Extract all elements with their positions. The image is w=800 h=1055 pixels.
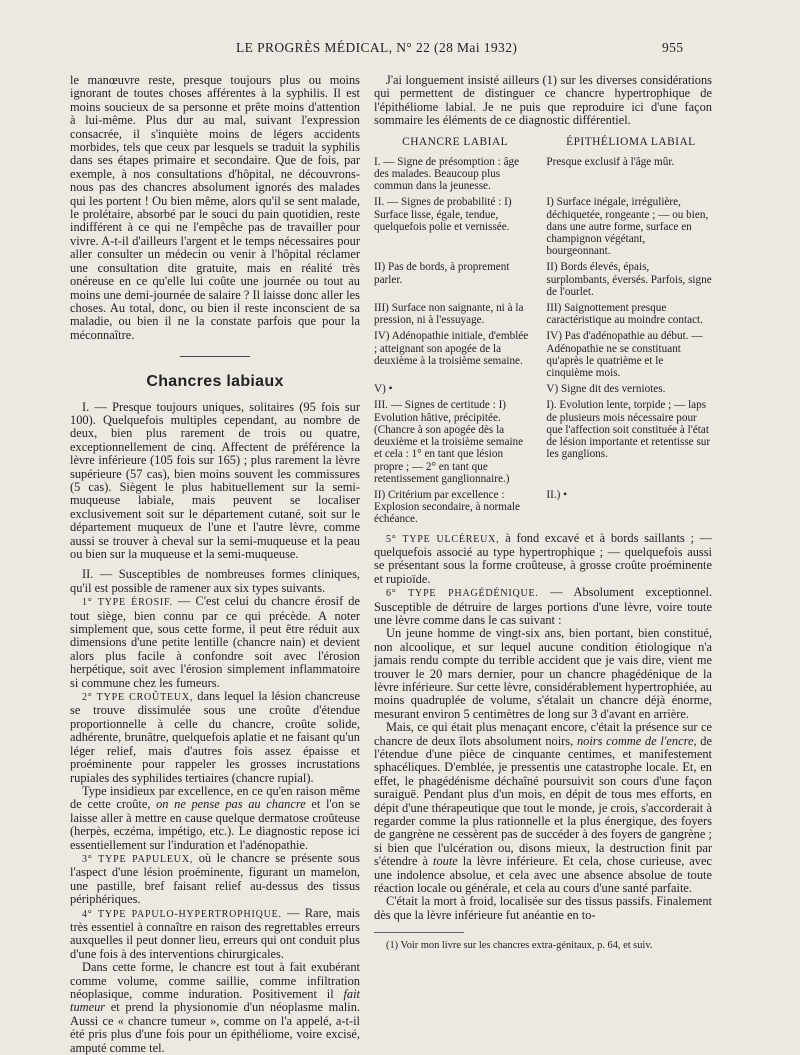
left-column <box>70 74 360 1055</box>
paragraph-II: II. — Susceptibles de nombreuses formes cliniques, qu'il est possible de ramener aux six types suivants. <box>70 567 360 595</box>
type-6-label: 6° TYPE PHAGÉDÉNIQUE. <box>386 588 539 600</box>
footnote: (1) Voir mon livre sur les chancres extra-génitaux, p. 64, et suiv. <box>386 940 653 952</box>
right-column <box>374 74 712 953</box>
comparison-row: II. — Signes de probabilité : I) Surface lisse, égale, tendue, quelquefois polie et vernissée. I) Surface inégale, irrégulière, déchiquetée, rongeante ; — ou bien, dans une autre forme, surface en champignon végétant, bourgeonnant. <box>374 196 709 258</box>
comparison-row: II) Pas de bords, à proprement parler. II) Bords élevés, épais, surplombants, éversés. Parfois, signe de l'ourlet. <box>374 261 712 298</box>
type-4-text: — Rare, mais très essentiel à connaître en raison des regrettables erreurs auxquelles il peut donner lieu, erreurs qui ont conduit plus d'une fois à des interventions chirurgicales. <box>70 905 360 961</box>
type-1-paragraph <box>70 595 360 690</box>
type-1-label: 1° TYPE ÉROSIF. <box>82 597 173 609</box>
type-6-text: — Absolument exceptionnel. Susceptible de détruire de larges portions d'une lèvre, voire toute une lèvre comme dans le cas suivant : <box>374 585 712 627</box>
type-1-text: — C'est celui du chancre érosif de tout siège, bien connu par ce qui précède. A noter simplement que, sous cette forme, il peut être réduit aux dimensions d'une petite lentille (chancre nain) et devient alors plus facile à confondre soit avec l'érosion herpétique, soit avec l'érosion simplement inflammatoire si commune chez les fumeurs. <box>70 594 360 690</box>
type-2-paragraph <box>70 690 360 785</box>
case-paragraph-2: Mais, ce qui était plus menaçant encore, c'était la présence sur ce chancre de deux îlots absolument noirs, noirs comme de l'encre, de l'étendue d'une pièce de cinquante centimes, et manifestement sphacéliques. D'emblée, je pressentis une catastrophe locale. Et, en effet, le phagédénisme déchaîné poursuivit son cours d'une façon suraiguë. Pendant plus d'un mois, en dépit de tous mes efforts, en dépit d'une thérapeutique que tout le monde, je crois, s'accorderait à regarder comme la plus rationnelle et la plus énergique, des foyers de gangrène ne cessèrent pas de succéder à des foyers de gangrène ; si bien que l'ulcération ou, disons mieux, la destruction finit par s'étendre à toute la lèvre inférieure. Et cela, chose curieuse, avec une indolence absolue, et cela avec une absence absolue de toute réaction locale ou générale, et cela au cours d'une santé parfaite. <box>374 720 713 896</box>
section-title: Chancres labiaux <box>146 373 284 391</box>
type-3-text: où le chancre se présente sous l'aspect d'une lésion proéminente, figurant un mamelon, une pastille, bref faisant relief au-dessus des tissus périphériques. <box>70 850 360 907</box>
case-paragraph-1: Un jeune homme de vingt-six ans, bien portant, bien constitué, non alcoolique, et sur lequel aucune condition étiologique n'a jamais rendu compte du terrible accident que je vais dire, vient me trouver le 20 mars dernier, pour un chancre phagédénique de la lèvre inférieure. Sur cette lèvre, considérablement hypertrophiée, au moins quadruplée de volume, s'étalait un chancre déjà énorme, mesurant environ 5 centimètres de long sur 3 d'avant en arrière. <box>374 626 712 721</box>
comparison-row: III. — Signes de certitude : I) Evolution hâtive, précipitée. (Chancre à son apogée dès la deuxième et la troisième semaine et cela : 1° en tant que lésion propre ; — 2° en tant que retentissement ganglionnaire.) I). Evolution lente, torpide ; — laps de plusieurs mois nécessaire pour que l'affection soit constituée à l'état de lésion importante et retentisse sur les ganglions. <box>374 399 711 485</box>
type-3-paragraph <box>70 852 360 907</box>
case-paragraph-3: C'était la mort à froid, localisée sur des tissus passifs. Finalement dès que la lèvre inférieure fut anéantie en to- <box>374 894 712 922</box>
page-number: 955 <box>662 40 684 55</box>
comparison-row: IV) Adénopathie initiale, d'emblée ; atteignant son apogée de la deuxième à la troisième semaine. IV) Pas d'adénopathie au début. — Adénopathie ne se constituant qu'après le quatrième et le cinquième mois. <box>374 330 703 380</box>
type-2-text: dans lequel la lésion chancreuse se trouve dissimulée sous une croûte d'étendue proportionnelle à celle du chancre, croûte solide, adhérente, brunâtre, quelquefois aplatie et ne faisant qu'un léger relief, mais d'autres fois assez épaisse et proéminente pour rappeler les grosses incrustations rupiales des syphilides tertiaires (chancre rupial). <box>70 689 360 785</box>
type-3-label: 3° TYPE PAPULEUX, <box>82 853 194 865</box>
type-5-label: 5° TYPE ULCÉREUX, <box>386 533 500 545</box>
type-6-paragraph <box>374 586 712 627</box>
comparison-head-left: CHANCRE LABIAL <box>402 135 509 148</box>
type-5-paragraph <box>374 532 712 587</box>
type-5-text: à fond excavé et à bords saillants ; — quelquefois associé au type hypertrophique ; — quelquefois aussi se présentant sous la forme croûteuse, à grosse croûte proéminente et rupioïde. <box>374 530 712 586</box>
type-2-label: 2° TYPE CROÛTEUX, <box>82 692 194 704</box>
footnote-divider <box>374 932 464 933</box>
type-4-paragraph-b: Dans cette forme, le chancre est tout à fait exubérant comme volume, comme saillie, comme infiltration néoplasique, comme induration. Positivement il fait tumeur et prend la physionomie d'un néoplasme malin. Aussi ce « chancre tumeur », comme on l'a appelé, a-t-il été pris plus d'une fois pour un épithéliome, voire excisé, amputé comme tel. <box>70 960 360 1055</box>
running-header <box>0 38 800 58</box>
comparison-row: III) Surface non saignante, ni à la pression, ni à l'essuyage. III) Saignottement presque caractéristique au moindre contact. <box>374 302 703 327</box>
comparison-row: I. — Signe de présomption : âge des malades. Beaucoup plus commun dans la jeunesse. Presque exclusif à l'âge mûr. <box>374 155 675 193</box>
comparison-head-right: ÉPITHÉLIOMA LABIAL <box>566 135 696 148</box>
comparison-row: V) • V) Signe dit des verniotes. <box>374 383 666 396</box>
paragraph-I: I. — Presque toujours uniques, solitaires (95 fois sur 100). Quelquefois multiples cependant, au nombre de deux, bien plus rarement de trois ou quatre, exceptionnellement de cinq. Affectent de préférence la lèvre inférieure (105 fois sur 165) ; plus rarement la lèvre supérieure (57 cas), bien moins souvent les commissures (5 cas). Siègent le plus habituellement sur la semi-muqueuse labiale, mais peuvent se localiser exclusivement soit sur le département cutané, soit sur le département muqueux de l'une et l'autre lèvre, comme aussi se trouver à cheval sur la semi-muqueuse et la peau ou bien sur la muqueuse et la semi-muqueuse. <box>70 399 360 561</box>
right-intro-paragraph: J'ai longuement insisté ailleurs (1) sur les diverses considérations qui permettent de distinguer ce chancre hypertrophique de l'épithéliome labial. Je ne puis que reproduire ici d'une façon sommaire les éléments de ce diagnostic différentiel. <box>374 73 712 128</box>
comparison-table <box>374 136 712 526</box>
type-2-paragraph-b: Type insidieux par excellence, en ce qu'en raison même de cette croûte, on ne pense pas au chancre et l'on se laisse aller à mettre en cause quelque dermatose croûteuse (herpès, eczéma, impétigo, etc.). Le diagnostic repose ici essentiellement sur l'induration et l'adénopathie. <box>70 783 360 852</box>
type-4-paragraph <box>70 907 360 962</box>
intro-paragraph: le manœuvre reste, presque toujours plus ou moins ignorant de toutes choses afférentes à la syphilis. Il est moins soucieux de sa personne et prête moins d'attention à lui-même. Plus dur au mal, suivant l'expression consacrée, il s'inquiète moins de légers accidents morbides, tels que ceux par lesquels se traduit la syphilis dans ses étapes primaire et secondaire. Que de fois, par exemple, à nos consultations d'hôpital, ne découvrons-nous pas des chancres absolument ignorés des malades qui les portent ! Ou bien même, alors qu'il se sent malade, le prolétaire, absorbé par le souci du pain quotidien, reste indifférent à ce qui ne l'empêche pas de travailler pour vivre. A-t-il d'ailleurs l'argent et le temps nécessaires pour aller consulter un médecin ou venir à l'hôpital réclamer une consultation dite gratuite, mais en réalité très onéreuse en ce qu'elle lui coûte une journée ou tout au moins une demi-journée de salaire ? Il laisse donc aller les choses. Au total, donc, ou bien il reste inconscient de sa maladie, ou bien il ne la constate parfois que pour la méconnaître. <box>70 73 360 342</box>
section-divider <box>180 356 250 357</box>
type-4-label: 4° TYPE PAPULO-HYPERTROPHIQUE. <box>82 908 282 920</box>
comparison-header <box>374 136 712 148</box>
comparison-row: II) Critérium par excellence : Explosion secondaire, à normale échéance. II.) • <box>374 488 568 526</box>
journal-title: LE PROGRÈS MÉDICAL, N° 22 (28 Mai 1932) <box>236 40 518 55</box>
